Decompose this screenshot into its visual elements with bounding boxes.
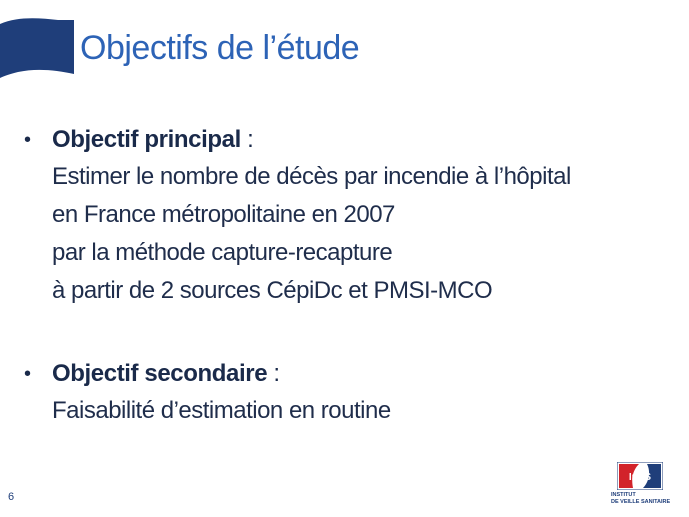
bullet-heading-line	[52, 122, 672, 158]
bullet-line: à partir de 2 sources CépiDc et PMSI-MCO	[52, 277, 493, 304]
spacer	[22, 310, 672, 356]
logo-caption	[611, 492, 677, 505]
bullet-separator: :	[267, 360, 280, 387]
bullet-line: par la méthode capture-recapture	[52, 239, 393, 266]
bullet-line: Estimer le nombre de décès par incendie à l’hôpital	[52, 163, 571, 190]
logo-mark-text: InVS	[628, 472, 652, 483]
flag-icon	[0, 16, 74, 78]
bullet-secondary-objective	[22, 356, 672, 430]
bullet-line: en France métropolitaine en 2007	[52, 201, 395, 228]
page-number: 6	[8, 491, 15, 503]
invs-logo	[611, 462, 677, 512]
logo-line-2: DE VEILLE SANITAIRE	[611, 498, 671, 505]
bullet-line: Faisabilité d’estimation en routine	[52, 397, 391, 424]
bullet-separator: :	[240, 126, 254, 153]
content-area	[22, 122, 672, 430]
bullet-heading: Objectif principal	[52, 126, 241, 153]
bullet-primary-objective	[22, 122, 672, 310]
bullet-dot-icon: •	[24, 129, 32, 151]
bullet-heading: Objectif secondaire	[52, 360, 268, 387]
bullet-dot-icon: •	[24, 363, 32, 385]
invs-logo-mark-icon	[617, 462, 663, 490]
bullet-heading-line	[52, 356, 672, 392]
logo-line-1: INSTITUT	[611, 492, 636, 498]
slide-title: Objectifs de l’étude	[80, 29, 360, 67]
